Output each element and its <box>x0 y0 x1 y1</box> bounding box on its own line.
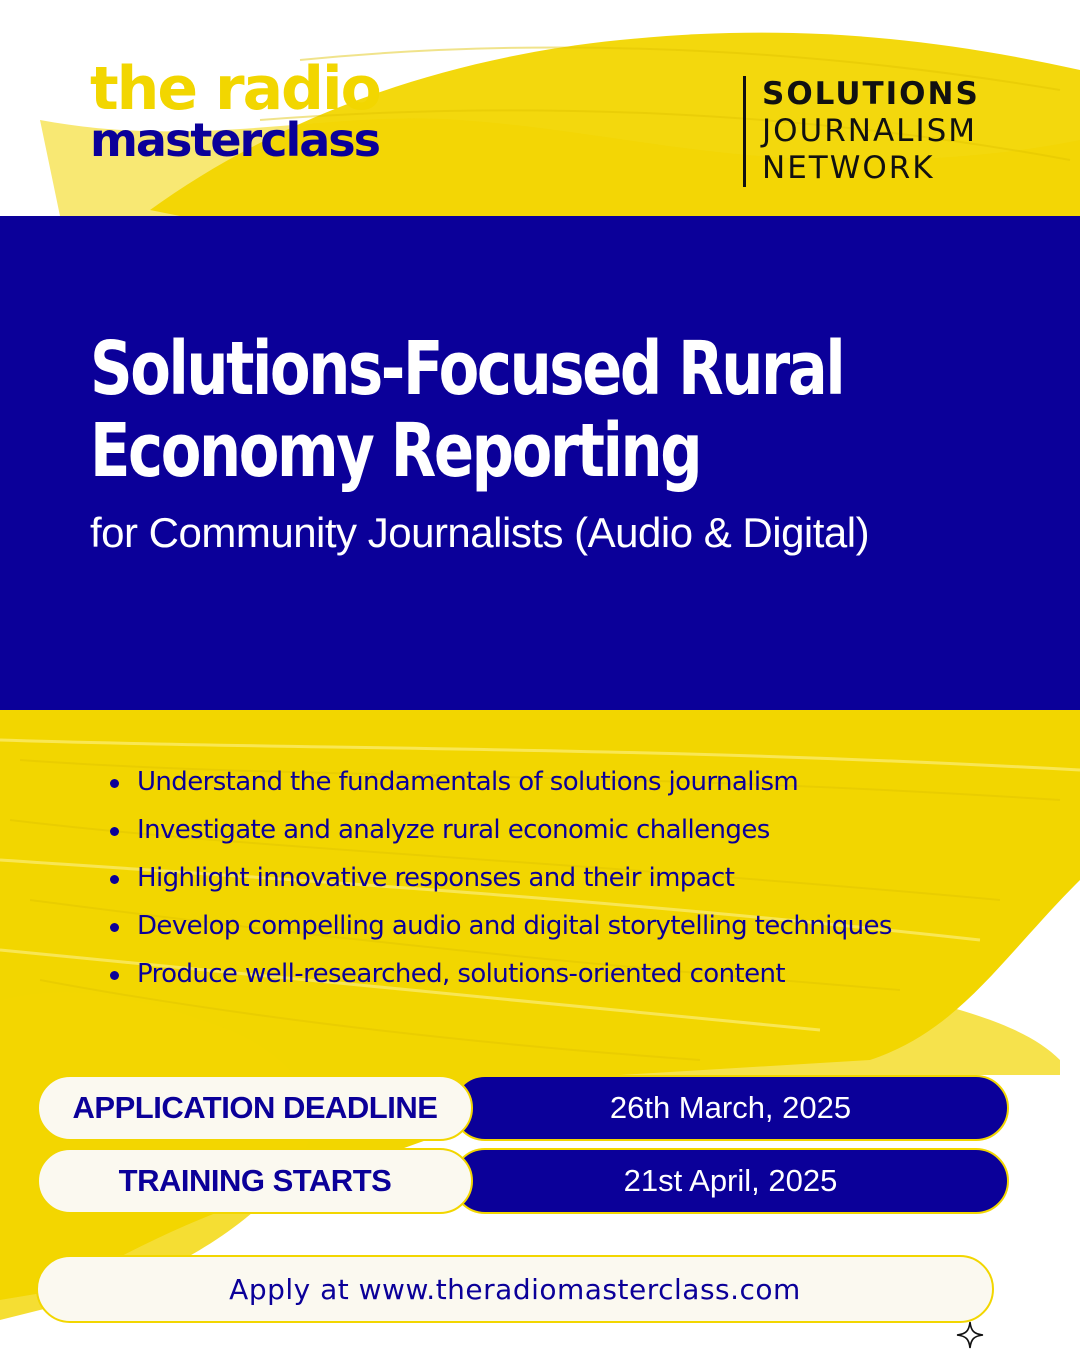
title-line-2: Economy Reporting <box>90 408 701 494</box>
logo-line-the-radio: the radio <box>90 54 380 124</box>
list-item-text: Develop compelling audio and digital storytelling techniques <box>137 911 892 941</box>
learning-outcomes-list <box>110 758 892 998</box>
title-line-1: Solutions-Focused Rural <box>90 326 844 412</box>
page-subtitle: for Community Journalists (Audio & Digital) <box>90 509 870 556</box>
bullet-dot-icon <box>110 779 119 788</box>
list-item <box>110 950 892 998</box>
radio-masterclass-logo <box>90 54 380 167</box>
training-start-label: TRAINING STARTS <box>37 1148 473 1214</box>
list-item-text: Produce well-researched, solutions-oriented content <box>137 959 785 989</box>
sjn-line-network: NETWORK <box>762 150 935 186</box>
application-deadline-row <box>37 1075 1009 1141</box>
logo-line-masterclass: masterclass <box>90 113 380 167</box>
list-item <box>110 902 892 950</box>
list-item-text: Investigate and analyze rural economic challenges <box>137 815 770 845</box>
sjn-line-solutions: SOLUTIONS <box>762 76 980 112</box>
apply-link[interactable]: Apply at www.theradiomasterclass.com <box>36 1255 994 1323</box>
bullet-dot-icon <box>110 923 119 932</box>
sparkle-icon <box>955 1320 985 1350</box>
list-item-text: Understand the fundamentals of solutions journalism <box>137 767 799 797</box>
list-item <box>110 854 892 902</box>
bullet-dot-icon <box>110 875 119 884</box>
sjn-line-journalism: JOURNALISM <box>762 113 978 149</box>
deadline-date: 26th March, 2025 <box>452 1075 1009 1141</box>
training-start-row <box>37 1148 1009 1214</box>
deadline-label: APPLICATION DEADLINE <box>37 1075 473 1141</box>
list-item <box>110 758 892 806</box>
bullet-dot-icon <box>110 827 119 836</box>
training-start-date: 21st April, 2025 <box>452 1148 1009 1214</box>
bullet-dot-icon <box>110 971 119 980</box>
hero-panel <box>0 216 1080 710</box>
page-title <box>90 328 970 492</box>
list-item-text: Highlight innovative responses and their impact <box>137 863 735 893</box>
solutions-journalism-network-logo <box>743 76 980 187</box>
list-item <box>110 806 892 854</box>
